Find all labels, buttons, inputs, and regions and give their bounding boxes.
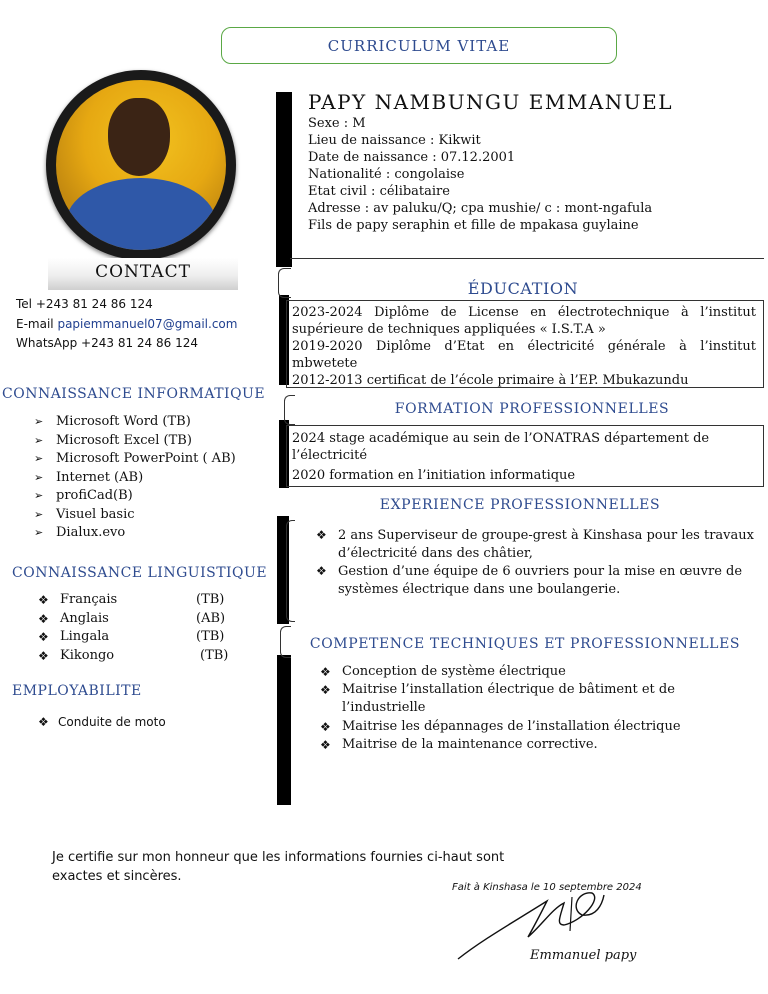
full-name: PAPY NAMBUNGU EMMANUEL bbox=[308, 90, 673, 114]
diamond-bullet-icon: ❖ bbox=[38, 648, 49, 663]
contact-email[interactable]: papiemmanuel07@gmail.com bbox=[57, 317, 238, 331]
signatory-name: Emmanuel papy bbox=[530, 948, 637, 963]
diamond-bullet-icon: ❖ bbox=[38, 611, 49, 626]
diamond-bullet-icon: ❖ bbox=[38, 630, 49, 644]
list-item: ❖ Lingala (TB) bbox=[38, 628, 238, 647]
arrow-bullet-icon: ➢ bbox=[34, 489, 44, 502]
identity-separator bbox=[290, 258, 764, 259]
divider-bar-top bbox=[276, 92, 292, 267]
training-entry: 2024 stage académique au sein de l’ONATRAS département de l’électricité bbox=[292, 431, 710, 463]
diamond-bullet-icon: ❖ bbox=[320, 665, 331, 679]
list-item: ➢ Visuel basic bbox=[34, 506, 264, 525]
list-item: ❖ Gestion d’une équipe de 6 ouvriers pour la mise en œuvre de systèmes électrique dans une boulangerie. bbox=[316, 564, 743, 597]
info-address: Adresse : av paluku/Q; cpa mushie/ c : mont-ngafula bbox=[308, 201, 653, 216]
info-parents: Fils de papy seraphin et fille de mpakasa guylaine bbox=[308, 218, 639, 233]
employability-title: EMPLOYABILITE bbox=[12, 683, 142, 699]
experience-title: EXPERIENCE PROFESSIONNELLES bbox=[379, 497, 661, 513]
competences-list bbox=[320, 663, 740, 754]
education-title: ÉDUCATION bbox=[467, 279, 579, 298]
list-item: ❖ Conception de système électrique bbox=[320, 663, 740, 681]
cv-title-box bbox=[221, 27, 617, 64]
list-item: ➢ Dialux.evo bbox=[34, 524, 264, 543]
info-nationality: Nationalité : congolaise bbox=[308, 167, 465, 182]
list-item: ❖ Français (TB) bbox=[38, 591, 238, 610]
certification-text: Je certifie sur mon honneur que les informations fournies ci-haut sont exactes et sincères. bbox=[52, 850, 505, 884]
arrow-bullet-icon: ➢ bbox=[34, 452, 44, 465]
diamond-bullet-icon: ❖ bbox=[320, 738, 331, 752]
contact-email-line bbox=[16, 317, 237, 331]
education-entry: 2023-2024 Diplôme de License en électrotechnique à l’institut supérieure de techniques appliquées « I.S.T.A » bbox=[292, 305, 756, 337]
computer-skills-title: CONNAISSANCE INFORMATIQUE bbox=[2, 386, 266, 402]
list-item: ❖ Maitrise de la maintenance corrective. bbox=[320, 736, 740, 754]
info-birthdate: Date de naissance : 07.12.2001 bbox=[308, 150, 516, 165]
info-civil-status: Etat civil : célibataire bbox=[308, 184, 450, 199]
contact-title: CONTACT bbox=[95, 262, 191, 282]
profile-photo bbox=[46, 70, 236, 260]
competences-title: COMPETENCE TECHNIQUES ET PROFESSIONNELLES bbox=[309, 636, 741, 652]
arrow-bullet-icon: ➢ bbox=[34, 415, 44, 428]
diamond-bullet-icon: ❖ bbox=[38, 715, 49, 729]
diamond-bullet-icon: ❖ bbox=[316, 564, 327, 578]
diamond-bullet-icon: ❖ bbox=[320, 683, 331, 697]
place-date: Fait à Kinshasa le 10 septembre 2024 bbox=[452, 882, 642, 893]
list-item: ❖ Kikongo (TB) bbox=[38, 647, 238, 666]
contact-email-label: E-mail bbox=[16, 317, 54, 331]
info-birthplace: Lieu de naissance : Kikwit bbox=[308, 133, 481, 148]
experience-list bbox=[316, 527, 764, 599]
list-item: ➢ Microsoft PowerPoint ( AB) bbox=[34, 450, 264, 469]
languages-list bbox=[38, 591, 238, 665]
list-item: ❖ Maitrise les dépannages de l’installation électrique bbox=[320, 718, 740, 736]
arrow-bullet-icon: ➢ bbox=[34, 507, 44, 521]
education-entry: 2012-2013 certificat de l’école primaire à l’EP. Mbukazundu bbox=[292, 373, 689, 388]
training-title: FORMATION PROFESSIONNELLES bbox=[394, 401, 670, 417]
list-item: ❖ Conduite de moto bbox=[38, 713, 258, 732]
contact-phone: Tel +243 81 24 86 124 bbox=[16, 297, 153, 311]
list-item: ➢ Microsoft Excel (TB) bbox=[34, 432, 264, 451]
divider-bar-competences bbox=[277, 655, 291, 805]
diamond-bullet-icon: ❖ bbox=[316, 528, 327, 542]
employability-list bbox=[38, 713, 258, 732]
arrow-bullet-icon: ➢ bbox=[34, 526, 44, 539]
training-entry: 2020 formation en l’initiation informatique bbox=[292, 468, 576, 483]
computer-skills-list bbox=[34, 413, 264, 543]
diamond-bullet-icon: ❖ bbox=[320, 720, 331, 734]
cv-title: CURRICULUM VITAE bbox=[327, 36, 511, 55]
list-item: ❖ 2 ans Superviseur de groupe-grest à Kinshasa pour les travaux d’électricité dans des châtier, bbox=[316, 528, 754, 561]
list-item: ➢ Microsoft Word (TB) bbox=[34, 413, 264, 432]
education-entry: 2019-2020 Diplôme d’Etat en électricité générale à l’institut mbwetete bbox=[292, 339, 756, 371]
info-sex: Sexe : M bbox=[308, 116, 366, 131]
arrow-bullet-icon: ➢ bbox=[34, 470, 44, 484]
list-item: ❖ Anglais (AB) bbox=[38, 610, 238, 629]
list-item: ➢ profiCad(B) bbox=[34, 487, 264, 506]
list-item: ❖ Maitrise l’installation électrique de bâtiment et de l’industrielle bbox=[320, 682, 675, 715]
experience-bracket bbox=[286, 520, 295, 622]
contact-whatsapp: WhatsApp +243 81 24 86 124 bbox=[16, 336, 198, 350]
arrow-bullet-icon: ➢ bbox=[34, 433, 44, 447]
list-item: ➢ Internet (AB) bbox=[34, 469, 264, 488]
languages-title: CONNAISSANCE LINGUISTIQUE bbox=[12, 565, 268, 581]
diamond-bullet-icon: ❖ bbox=[38, 593, 49, 607]
